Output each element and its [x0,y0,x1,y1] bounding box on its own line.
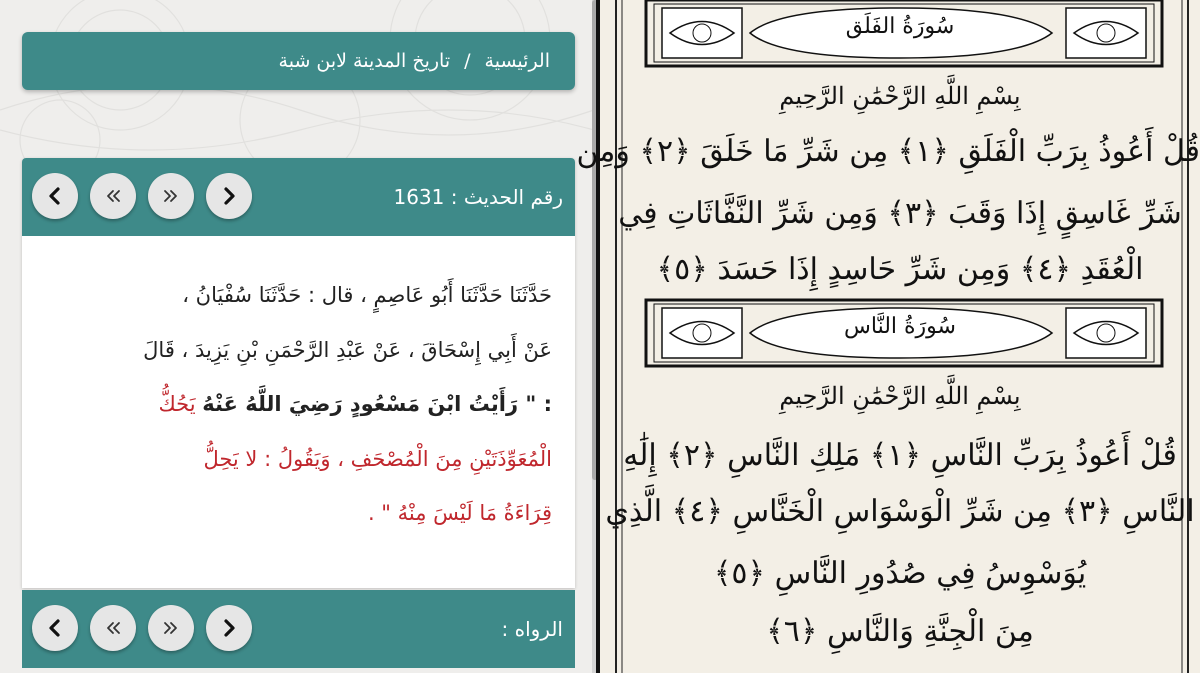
last-page-button[interactable] [32,173,78,219]
chevron-right-icon [220,619,238,637]
mushaf-page [576,0,1200,673]
falaq-line-2: شَرِّ غَاسِقٍ إِذَا وَقَبَ ﴿٣﴾ وَمِن شَرِّ النَّفَّاثَاتِ فِي [618,196,1182,231]
hadith-line-3-red-text: يَحُكُّ [158,392,196,417]
nas-line-3: يُوَسْوِسُ فِي صُدُورِ النَّاسِ ﴿٥﴾ [713,556,1087,591]
double-chevron-left-icon [104,619,122,637]
hadith-line-2: عَنْ أَبِي إِسْحَاقَ ، عَنْ عَبْدِ الرَّحْمَنِ بْنِ يَزِيدَ ، قَالَ [143,337,552,362]
double-chevron-right-icon [162,619,180,637]
breadcrumb-separator: / [464,50,471,72]
hadith-line-4: الْمُعَوِّذَتَيْنِ مِنَ الْمُصْحَفِ ، وَيَقُولُ : لا يَحِلُّ [203,446,552,471]
surah-nas-title: سُورَةُ النَّاس [844,314,956,339]
narrators-label: الرواه : [501,617,563,641]
chevron-left-icon [46,187,64,205]
basmala-2: بِسْمِ اللَّهِ الرَّحْمَٰنِ الرَّحِيمِ [779,382,1021,410]
hadith-text [22,268,552,541]
narrators-next-button[interactable] [90,605,136,651]
hadith-line-1: حَدَّثَنَا حَدَّثَنَا أَبُو عَاصِمٍ ، قال : حَدَّثَنَا سُفْيَانُ ، [182,283,552,307]
surah-falaq-title: سُورَةُ الفَلَق [845,14,955,39]
hadith-line-5: قِرَاءَةُ مَا لَيْسَ مِنْهُ " . [367,501,552,526]
falaq-line-1: قُلْ أَعُوذُ بِرَبِّ الْفَلَقِ ﴿١﴾ مِن شَرِّ مَا خَلَقَ ﴿٢﴾ وَمِن [576,134,1200,169]
double-chevron-left-icon [104,187,122,205]
breadcrumb-current: تاريخ المدينة لابن شبة [278,50,451,72]
hadith-header-bar [22,158,575,236]
hadith-line-3 [22,377,552,432]
basmala-1: بِسْمِ اللَّهِ الرَّحْمَٰنِ الرَّحِيمِ [779,82,1021,110]
hadith-number: رقم الحديث : 1631 [393,185,563,209]
hadith-line-3-text: : " رَأَيْتُ ابْنَ مَسْعُودٍ رَضِيَ اللَّهُ عَنْهُ [202,392,552,417]
falaq-line-3: الْعُقَدِ ﴿٤﴾ وَمِن شَرِّ حَاسِدٍ إِذَا حَسَدَ ﴿٥﴾ [656,252,1144,287]
first-page-button[interactable] [206,173,252,219]
narrators-bar [22,590,575,668]
nas-line-1: قُلْ أَعُوذُ بِرَبِّ النَّاسِ ﴿١﴾ مَلِكِ النَّاسِ ﴿٢﴾ إِلَٰهِ [623,438,1177,473]
next-page-button[interactable] [90,173,136,219]
nas-line-4: مِنَ الْجِنَّةِ وَالنَّاسِ ﴿٦﴾ [766,614,1034,649]
chevron-left-icon [46,619,64,637]
nas-line-2: النَّاسِ ﴿٣﴾ مِن شَرِّ الْوَسْوَاسِ الْخَنَّاسِ ﴿٤﴾ الَّذِي [605,494,1195,529]
narrators-last-button[interactable] [32,605,78,651]
chevron-right-icon [220,187,238,205]
double-chevron-right-icon [162,187,180,205]
breadcrumb [22,32,575,90]
previous-page-button[interactable] [148,173,194,219]
hadith-app-pane [0,0,594,673]
breadcrumb-home-link[interactable]: الرئيسية [484,50,550,72]
narrators-previous-button[interactable] [148,605,194,651]
narrators-first-button[interactable] [206,605,252,651]
